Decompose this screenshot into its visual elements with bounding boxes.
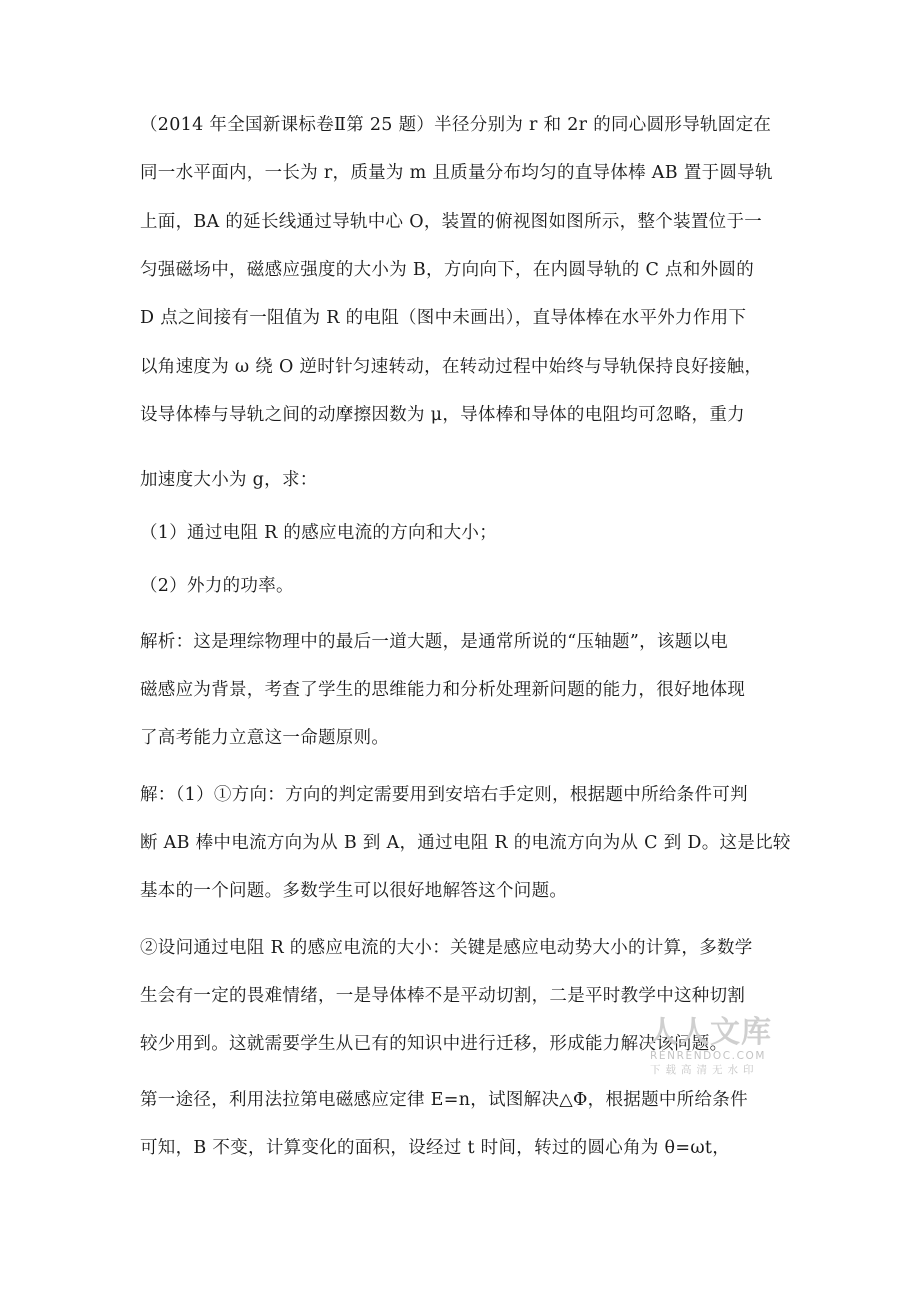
text-line: D 点之间接有一阻值为 R 的电阻（图中未画出），直导体棒在水平外力作用下 bbox=[140, 308, 747, 328]
text-line: 加速度大小为 g，求： bbox=[140, 470, 318, 490]
text-line: 基本的一个问题。多数学生可以很好地解答这个问题。 bbox=[140, 881, 568, 901]
text-line: 磁感应为背景，考查了学生的思维能力和分析处理新问题的能力，很好地体现 bbox=[140, 680, 746, 700]
watermark-subtitle: 下载高清无水印 bbox=[650, 1064, 759, 1076]
text-line: 可知，B 不变，计算变化的面积，设经过 t 时间，转过的圆心角为 θ=ωt， bbox=[140, 1138, 731, 1158]
text-line: 以角速度为 ω 绕 O 逆时针匀速转动，在转动过程中始终与导轨保持良好接触， bbox=[140, 357, 763, 377]
text-line: 上面，BA 的延长线通过导轨中心 O，装置的俯视图如图所示，整个装置位于一 bbox=[140, 212, 763, 232]
text-line: 生会有一定的畏难情绪，一是导体棒不是平动切割，二是平时教学中这种切割 bbox=[140, 986, 746, 1006]
question-1: （1）通过电阻 R 的感应电流的方向和大小； bbox=[140, 523, 498, 543]
text-line: 设导体棒与导轨之间的动摩擦因数为 μ，导体棒和导体的电阻均可忽略，重力 bbox=[140, 405, 745, 425]
text-line: （2014 年全国新课标卷Ⅱ第 25 题）半径分别为 r 和 2r 的同心圆形导轨固定在 bbox=[140, 115, 772, 135]
text-line: 解析：这是理综物理中的最后一道大题，是通常所说的“压轴题”，该题以电 bbox=[140, 632, 729, 652]
text-line: 解：（1）①方向：方向的判定需要用到安培右手定则，根据题中所给条件可判 bbox=[140, 785, 748, 805]
watermark-title: 人人文库 bbox=[648, 1015, 772, 1050]
text-line: 断 AB 棒中电流方向为从 B 到 A，通过电阻 R 的电流方向为从 C 到 D。这是比较 bbox=[140, 833, 791, 853]
text-line: 了高考能力立意这一命题原则。 bbox=[140, 728, 390, 748]
watermark-domain: RENRENDOC.COM bbox=[650, 1050, 767, 1062]
text-line: 较少用到。这就需要学生从已有的知识中进行迁移，形成能力解决该问题。 bbox=[140, 1034, 728, 1054]
text-line: 同一水平面内，一长为 r，质量为 m 且质量分布均匀的直导体棒 AB 置于圆导轨 bbox=[140, 163, 773, 183]
text-line: 匀强磁场中，磁感应强度的大小为 B，方向向下，在内圆导轨的 C 点和外圆的 bbox=[140, 260, 755, 280]
question-2: （2）外力的功率。 bbox=[140, 576, 294, 596]
text-line: ②设问通过电阻 R 的感应电流的大小：关键是感应电动势大小的计算，多数学 bbox=[140, 938, 753, 958]
text-line: 第一途径，利用法拉第电磁感应定律 E=n，试图解决△Φ，根据题中所给条件 bbox=[140, 1090, 748, 1110]
